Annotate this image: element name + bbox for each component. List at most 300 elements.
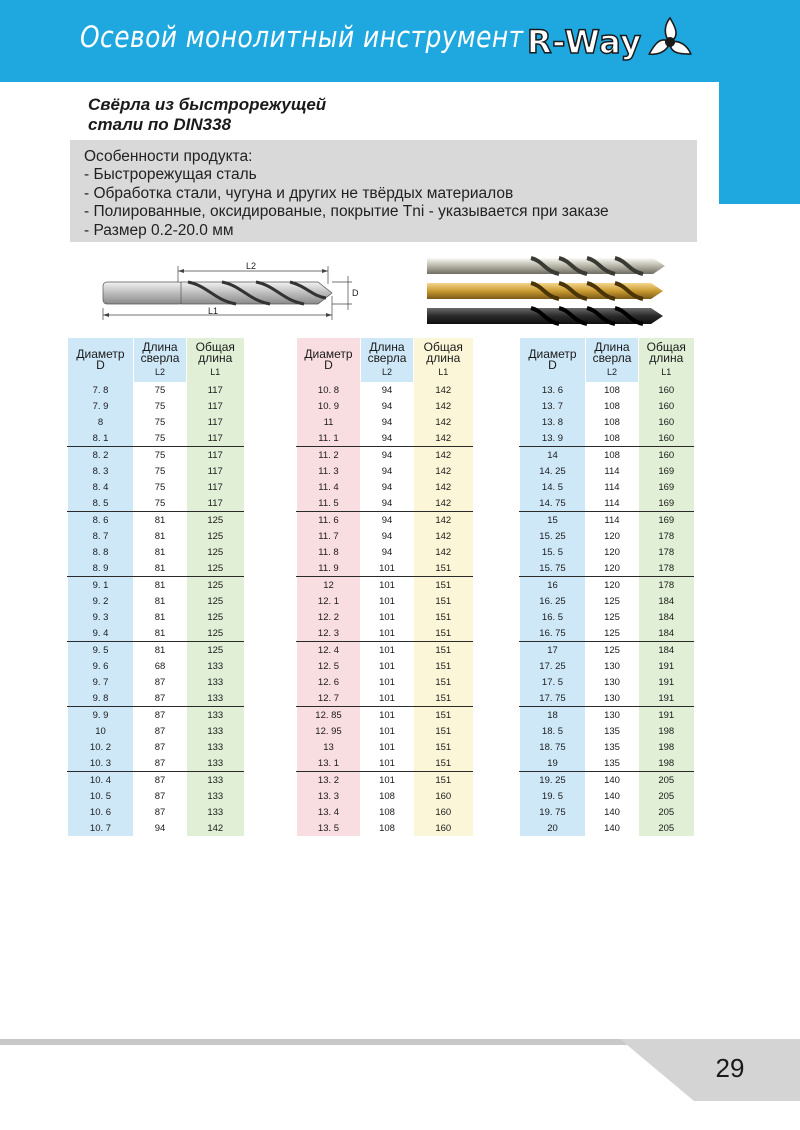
cell-diameter: 11. 8 — [297, 544, 361, 560]
cell-total-length: 125 — [187, 560, 244, 577]
cell-drill-length: 114 — [586, 463, 639, 479]
cell-drill-length: 125 — [586, 625, 639, 642]
cell-total-length: 169 — [639, 495, 694, 512]
cell-diameter: 13. 7 — [520, 398, 586, 414]
cell-drill-length: 94 — [361, 528, 414, 544]
header-drill-length: Длина сверла $_{L2}$ — [134, 338, 187, 382]
cell-total-length: 198 — [639, 755, 694, 772]
table-row — [297, 772, 473, 789]
cell-diameter: 8 — [68, 414, 134, 430]
table-row — [297, 495, 473, 512]
table-row — [68, 642, 244, 659]
cell-drill-length: 125 — [586, 593, 639, 609]
footer-tab — [0, 1039, 800, 1101]
cell-total-length: 184 — [639, 609, 694, 625]
table-row — [520, 707, 694, 724]
cell-total-length: 117 — [187, 398, 244, 414]
header-drill-length: Длина сверла $_{L2}$ — [586, 338, 639, 382]
table-row — [68, 593, 244, 609]
cell-diameter: 8. 4 — [68, 479, 134, 495]
table-row — [297, 593, 473, 609]
table-row — [520, 512, 694, 529]
cell-drill-length: 101 — [361, 625, 414, 642]
drill-bits-photo — [425, 253, 671, 329]
side-accent-tab — [719, 82, 800, 204]
cell-drill-length: 125 — [586, 609, 639, 625]
cell-total-length: 117 — [187, 479, 244, 495]
cell-diameter: 9. 9 — [68, 707, 134, 724]
cell-drill-length: 120 — [586, 577, 639, 594]
cell-diameter: 13. 6 — [520, 382, 586, 398]
cell-diameter: 15. 75 — [520, 560, 586, 577]
cell-drill-length: 68 — [134, 658, 187, 674]
table-row — [68, 398, 244, 414]
header-diameter: Диаметр D — [520, 338, 586, 382]
cell-diameter: 8. 1 — [68, 430, 134, 447]
spec-table-3 — [519, 338, 694, 836]
table-row — [520, 577, 694, 594]
cell-total-length: 169 — [639, 463, 694, 479]
cell-diameter: 14. 75 — [520, 495, 586, 512]
cell-total-length: 178 — [639, 544, 694, 560]
feature-item: - Полированные, оксидированые, покрытие Tni - указывается при заказе — [84, 203, 609, 221]
table-row — [68, 707, 244, 724]
cell-diameter: 13. 2 — [297, 772, 361, 789]
drill-black — [427, 308, 663, 324]
cell-total-length: 142 — [414, 528, 473, 544]
cell-total-length: 151 — [414, 707, 473, 724]
table-row — [520, 772, 694, 789]
table-row — [297, 479, 473, 495]
table-row — [520, 788, 694, 804]
cell-total-length: 178 — [639, 577, 694, 594]
cell-total-length: 178 — [639, 560, 694, 577]
cell-total-length: 205 — [639, 804, 694, 820]
header-total-length: Общая длина $_{L1}$ — [414, 338, 473, 382]
cell-drill-length: 87 — [134, 772, 187, 789]
cell-drill-length: 101 — [361, 723, 414, 739]
cell-diameter: 12. 6 — [297, 674, 361, 690]
cell-diameter: 9. 1 — [68, 577, 134, 594]
cell-total-length: 198 — [639, 739, 694, 755]
table-row — [68, 463, 244, 479]
cell-drill-length: 114 — [586, 495, 639, 512]
table-row — [68, 544, 244, 560]
cell-drill-length: 94 — [361, 479, 414, 495]
table-row — [520, 804, 694, 820]
cell-diameter: 15 — [520, 512, 586, 529]
cell-diameter: 13. 9 — [520, 430, 586, 447]
table-row — [520, 609, 694, 625]
cell-total-length: 117 — [187, 495, 244, 512]
cell-total-length: 160 — [414, 820, 473, 836]
features-panel — [70, 140, 697, 242]
table-row — [520, 755, 694, 772]
cell-drill-length: 75 — [134, 447, 187, 464]
cell-diameter: 8. 2 — [68, 447, 134, 464]
cell-total-length: 117 — [187, 430, 244, 447]
cell-drill-length: 101 — [361, 755, 414, 772]
cell-drill-length: 101 — [361, 772, 414, 789]
cell-total-length: 125 — [187, 544, 244, 560]
cell-diameter: 10. 9 — [297, 398, 361, 414]
cell-drill-length: 108 — [361, 820, 414, 836]
table-row — [520, 723, 694, 739]
cell-total-length: 125 — [187, 593, 244, 609]
cell-drill-length: 120 — [586, 528, 639, 544]
drill-dimension-diagram — [96, 262, 366, 324]
cell-drill-length: 101 — [361, 674, 414, 690]
cell-diameter: 9. 4 — [68, 625, 134, 642]
table-row — [520, 739, 694, 755]
cell-total-length: 151 — [414, 609, 473, 625]
cell-diameter: 11. 5 — [297, 495, 361, 512]
cell-diameter: 14. 5 — [520, 479, 586, 495]
cell-total-length: 151 — [414, 577, 473, 594]
cell-total-length: 198 — [639, 723, 694, 739]
cell-diameter: 20 — [520, 820, 586, 836]
spec-table-2 — [296, 338, 473, 836]
cell-drill-length: 75 — [134, 479, 187, 495]
cell-diameter: 11. 1 — [297, 430, 361, 447]
cell-total-length: 151 — [414, 593, 473, 609]
cell-diameter: 15. 25 — [520, 528, 586, 544]
cell-diameter: 17. 75 — [520, 690, 586, 707]
cell-diameter: 19. 75 — [520, 804, 586, 820]
cell-total-length: 184 — [639, 642, 694, 659]
cell-drill-length: 108 — [586, 447, 639, 464]
cell-drill-length: 101 — [361, 577, 414, 594]
cell-diameter: 18 — [520, 707, 586, 724]
cell-drill-length: 75 — [134, 463, 187, 479]
table-row — [520, 625, 694, 642]
cell-drill-length: 140 — [586, 820, 639, 836]
cell-diameter: 12. 5 — [297, 658, 361, 674]
cell-diameter: 11. 7 — [297, 528, 361, 544]
cell-diameter: 9. 8 — [68, 690, 134, 707]
cell-diameter: 10. 3 — [68, 755, 134, 772]
cell-total-length: 142 — [414, 382, 473, 398]
table-row — [297, 447, 473, 464]
cell-total-length: 133 — [187, 739, 244, 755]
cell-drill-length: 140 — [586, 804, 639, 820]
cell-total-length: 160 — [639, 430, 694, 447]
cell-drill-length: 75 — [134, 414, 187, 430]
table-row — [297, 642, 473, 659]
cell-total-length: 178 — [639, 528, 694, 544]
table-row — [297, 512, 473, 529]
cell-diameter: 7. 8 — [68, 382, 134, 398]
spec-table-1 — [67, 338, 244, 836]
cell-total-length: 205 — [639, 772, 694, 789]
table-row — [520, 544, 694, 560]
cell-total-length: 133 — [187, 755, 244, 772]
table-row — [520, 528, 694, 544]
cell-drill-length: 81 — [134, 577, 187, 594]
table-row — [297, 609, 473, 625]
cell-diameter: 11. 9 — [297, 560, 361, 577]
cell-drill-length: 94 — [361, 463, 414, 479]
table-row — [297, 463, 473, 479]
table-row — [297, 544, 473, 560]
cell-total-length: 205 — [639, 788, 694, 804]
cell-total-length: 191 — [639, 674, 694, 690]
table-row — [68, 755, 244, 772]
cell-drill-length: 81 — [134, 512, 187, 529]
cell-drill-length: 94 — [134, 820, 187, 836]
table-row — [68, 560, 244, 577]
cell-diameter: 14 — [520, 447, 586, 464]
cell-total-length: 160 — [414, 804, 473, 820]
table-row — [520, 479, 694, 495]
table-row — [520, 447, 694, 464]
cell-drill-length: 108 — [361, 788, 414, 804]
cell-total-length: 125 — [187, 642, 244, 659]
cell-diameter: 13. 3 — [297, 788, 361, 804]
cell-drill-length: 75 — [134, 382, 187, 398]
cell-total-length: 142 — [414, 479, 473, 495]
cell-total-length: 191 — [639, 658, 694, 674]
cell-drill-length: 108 — [586, 398, 639, 414]
cell-total-length: 151 — [414, 755, 473, 772]
label-l1: L1 — [208, 306, 219, 316]
table-row — [297, 690, 473, 707]
table-row — [68, 414, 244, 430]
cell-total-length: 142 — [414, 544, 473, 560]
cell-diameter: 16. 25 — [520, 593, 586, 609]
cell-diameter: 12. 3 — [297, 625, 361, 642]
table-row — [297, 723, 473, 739]
cell-total-length: 151 — [414, 674, 473, 690]
cell-total-length: 169 — [639, 479, 694, 495]
cell-drill-length: 75 — [134, 430, 187, 447]
cell-drill-length: 81 — [134, 642, 187, 659]
feature-item: - Размер 0.2-20.0 мм — [84, 221, 234, 239]
cell-diameter: 18. 5 — [520, 723, 586, 739]
cell-diameter: 13. 5 — [297, 820, 361, 836]
cell-diameter: 12. 95 — [297, 723, 361, 739]
cell-diameter: 12 — [297, 577, 361, 594]
cell-diameter: 11. 3 — [297, 463, 361, 479]
table-row — [68, 609, 244, 625]
cell-drill-length: 140 — [586, 772, 639, 789]
table-row — [297, 755, 473, 772]
cell-diameter: 13. 8 — [520, 414, 586, 430]
table-row — [297, 674, 473, 690]
cell-total-length: 151 — [414, 625, 473, 642]
cell-diameter: 12. 1 — [297, 593, 361, 609]
cell-total-length: 169 — [639, 512, 694, 529]
cell-drill-length: 130 — [586, 658, 639, 674]
cell-drill-length: 101 — [361, 739, 414, 755]
cell-diameter: 16. 75 — [520, 625, 586, 642]
cell-diameter: 11 — [297, 414, 361, 430]
table-row — [520, 658, 694, 674]
cell-drill-length: 135 — [586, 723, 639, 739]
cell-total-length: 117 — [187, 414, 244, 430]
cell-diameter: 10 — [68, 723, 134, 739]
cell-total-length: 117 — [187, 463, 244, 479]
cell-total-length: 133 — [187, 674, 244, 690]
cell-diameter: 8. 3 — [68, 463, 134, 479]
cell-total-length: 142 — [187, 820, 244, 836]
label-l2: L2 — [246, 262, 257, 271]
cell-total-length: 184 — [639, 625, 694, 642]
logo-text: R-Way — [527, 23, 642, 61]
page-header — [0, 0, 800, 82]
cell-diameter: 13 — [297, 739, 361, 755]
cell-diameter: 12. 4 — [297, 642, 361, 659]
table-row — [297, 560, 473, 577]
cell-total-length: 151 — [414, 642, 473, 659]
cell-drill-length: 94 — [361, 382, 414, 398]
cell-total-length: 151 — [414, 560, 473, 577]
cell-drill-length: 94 — [361, 447, 414, 464]
cell-drill-length: 94 — [361, 544, 414, 560]
cell-drill-length: 87 — [134, 674, 187, 690]
table-row — [68, 674, 244, 690]
cell-drill-length: 87 — [134, 755, 187, 772]
header-title: Осевой монолитный инструмент — [80, 20, 524, 54]
table-row — [68, 788, 244, 804]
cell-drill-length: 94 — [361, 512, 414, 529]
cell-diameter: 8. 9 — [68, 560, 134, 577]
cell-total-length: 125 — [187, 512, 244, 529]
table-row — [68, 739, 244, 755]
cell-total-length: 142 — [414, 463, 473, 479]
table-row — [520, 690, 694, 707]
cell-total-length: 125 — [187, 528, 244, 544]
cell-drill-length: 114 — [586, 512, 639, 529]
header-diameter: Диаметр D — [297, 338, 361, 382]
cell-total-length: 142 — [414, 495, 473, 512]
cell-total-length: 205 — [639, 820, 694, 836]
cell-drill-length: 94 — [361, 495, 414, 512]
table-row — [520, 398, 694, 414]
cell-diameter: 14. 25 — [520, 463, 586, 479]
cell-total-length: 142 — [414, 414, 473, 430]
table-row — [68, 528, 244, 544]
cell-total-length: 142 — [414, 430, 473, 447]
cell-total-length: 133 — [187, 772, 244, 789]
cell-total-length: 117 — [187, 382, 244, 398]
table-row — [68, 577, 244, 594]
cell-diameter: 10. 7 — [68, 820, 134, 836]
cell-drill-length: 81 — [134, 593, 187, 609]
cell-diameter: 17. 5 — [520, 674, 586, 690]
cell-drill-length: 108 — [586, 382, 639, 398]
table-row — [520, 430, 694, 447]
cell-drill-length: 125 — [586, 642, 639, 659]
features-heading: Особенности продукта: — [84, 148, 253, 165]
cell-total-length: 142 — [414, 447, 473, 464]
table-row — [297, 804, 473, 820]
cell-diameter: 18. 75 — [520, 739, 586, 755]
table-row — [520, 820, 694, 836]
cell-drill-length: 135 — [586, 739, 639, 755]
table-row — [297, 739, 473, 755]
cell-drill-length: 75 — [134, 398, 187, 414]
table-row — [68, 723, 244, 739]
cell-diameter: 8. 5 — [68, 495, 134, 512]
brand-logo — [527, 14, 696, 70]
cell-total-length: 133 — [187, 723, 244, 739]
cell-drill-length: 114 — [586, 479, 639, 495]
table-row — [68, 382, 244, 398]
table-row — [297, 577, 473, 594]
cell-drill-length: 87 — [134, 804, 187, 820]
cell-diameter: 10. 5 — [68, 788, 134, 804]
cell-diameter: 8. 7 — [68, 528, 134, 544]
cell-diameter: 16 — [520, 577, 586, 594]
table-row — [520, 560, 694, 577]
table-row — [520, 463, 694, 479]
cell-diameter: 9. 2 — [68, 593, 134, 609]
header-total-length: Общая длина $_{L1}$ — [639, 338, 694, 382]
table-row — [520, 414, 694, 430]
cell-drill-length: 101 — [361, 658, 414, 674]
cell-diameter: 13. 4 — [297, 804, 361, 820]
cell-diameter: 9. 5 — [68, 642, 134, 659]
cell-drill-length: 87 — [134, 690, 187, 707]
cell-diameter: 19 — [520, 755, 586, 772]
cell-drill-length: 108 — [586, 430, 639, 447]
cell-drill-length: 130 — [586, 674, 639, 690]
cell-total-length: 151 — [414, 772, 473, 789]
cell-drill-length: 101 — [361, 593, 414, 609]
cell-diameter: 11. 4 — [297, 479, 361, 495]
cell-drill-length: 101 — [361, 690, 414, 707]
cell-drill-length: 120 — [586, 544, 639, 560]
cell-diameter: 9. 7 — [68, 674, 134, 690]
cell-total-length: 125 — [187, 625, 244, 642]
drill-gold — [427, 283, 663, 299]
cell-diameter: 10. 6 — [68, 804, 134, 820]
cell-drill-length: 135 — [586, 755, 639, 772]
cell-drill-length: 87 — [134, 723, 187, 739]
cell-drill-length: 101 — [361, 560, 414, 577]
cell-diameter: 9. 6 — [68, 658, 134, 674]
cell-drill-length: 81 — [134, 560, 187, 577]
table-row — [297, 430, 473, 447]
cell-total-length: 151 — [414, 658, 473, 674]
table-row — [68, 495, 244, 512]
table-row — [68, 820, 244, 836]
table-row — [520, 642, 694, 659]
section-title-line1: Свёрла из быстрорежущей — [88, 95, 327, 114]
cell-drill-length: 87 — [134, 788, 187, 804]
cell-diameter: 11. 6 — [297, 512, 361, 529]
table-row — [297, 658, 473, 674]
header-drill-length: Длина сверла $_{L2}$ — [361, 338, 414, 382]
feature-item: - Обработка стали, чугуна и других не твёрдых материалов — [84, 184, 514, 202]
table-row — [68, 625, 244, 642]
cell-diameter: 12. 7 — [297, 690, 361, 707]
cell-diameter: 12. 2 — [297, 609, 361, 625]
table-row — [68, 430, 244, 447]
drill-silver — [427, 258, 665, 274]
cell-total-length: 133 — [187, 707, 244, 724]
table-row — [68, 690, 244, 707]
cell-total-length: 151 — [414, 739, 473, 755]
table-row — [68, 512, 244, 529]
cell-drill-length: 130 — [586, 707, 639, 724]
cell-total-length: 160 — [639, 398, 694, 414]
table-row — [68, 772, 244, 789]
cell-diameter: 7. 9 — [68, 398, 134, 414]
table-row — [297, 382, 473, 398]
cell-diameter: 8. 8 — [68, 544, 134, 560]
